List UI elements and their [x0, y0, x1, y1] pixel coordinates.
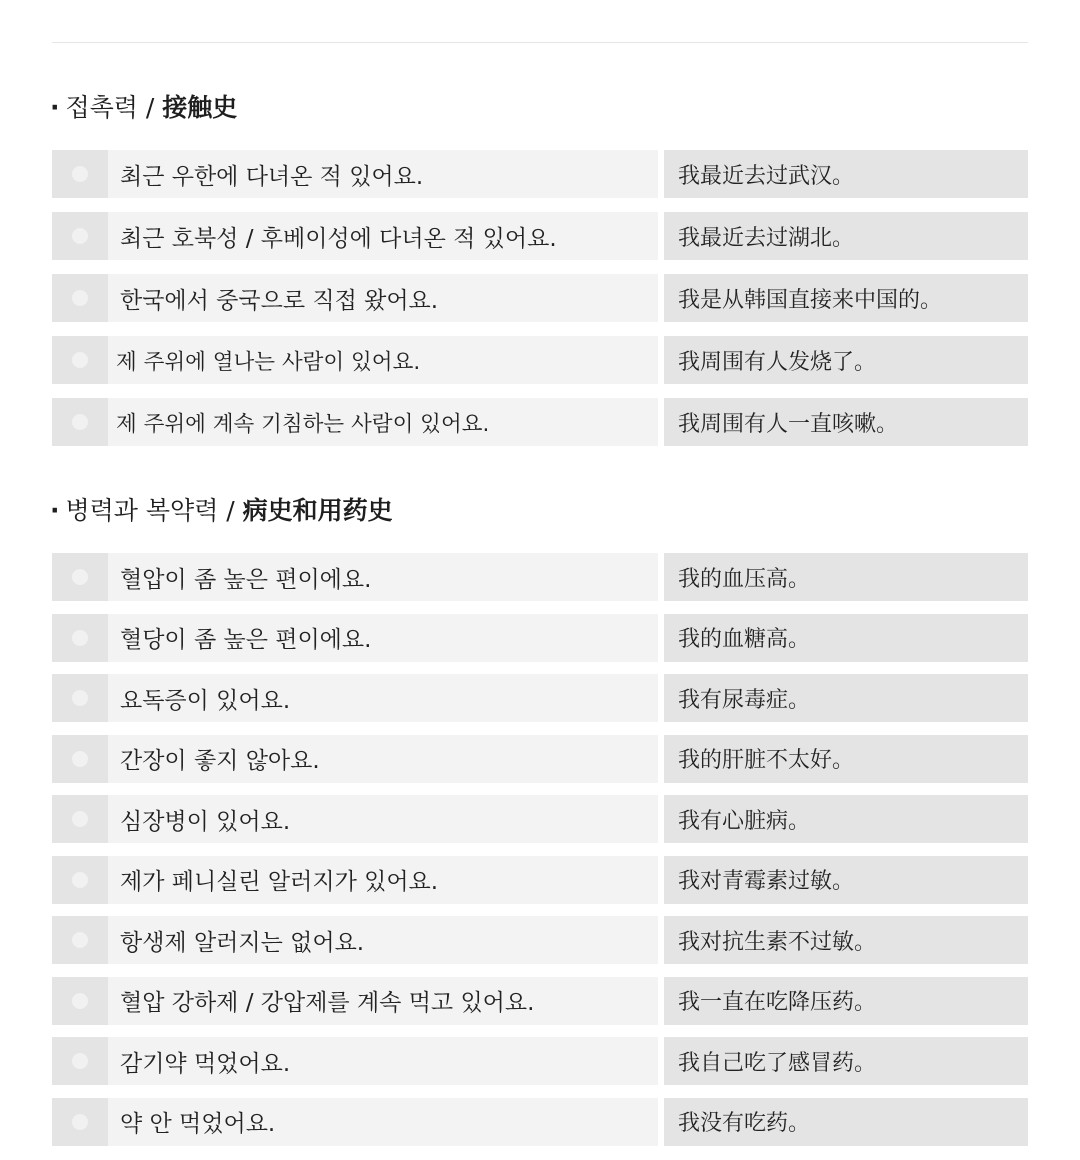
list-item[interactable]	[52, 795, 1028, 843]
korean-phrase: 제 주위에 계속 기침하는 사람이 있어요.	[108, 398, 658, 446]
chinese-phrase: 我周围有人一直咳嗽。	[664, 398, 1028, 446]
radio-cell[interactable]	[52, 614, 108, 662]
list-item[interactable]	[52, 977, 1028, 1025]
radio-cell[interactable]	[52, 674, 108, 722]
radio-cell[interactable]	[52, 212, 108, 260]
list-item[interactable]	[52, 150, 1028, 198]
chinese-phrase: 我没有吃药。	[664, 1098, 1028, 1146]
radio-button[interactable]	[72, 1053, 88, 1069]
list-item[interactable]	[52, 1037, 1028, 1085]
radio-button[interactable]	[72, 166, 88, 182]
korean-phrase: 심장병이 있어요.	[108, 795, 658, 843]
medical-history-list	[52, 553, 1028, 1158]
radio-button[interactable]	[72, 290, 88, 306]
korean-phrase: 혈당이 좀 높은 편이에요.	[108, 614, 658, 662]
list-item[interactable]	[52, 856, 1028, 904]
chinese-phrase: 我周围有人发烧了。	[664, 336, 1028, 384]
radio-button[interactable]	[72, 690, 88, 706]
section-title-medical-history	[50, 493, 393, 529]
list-item[interactable]	[52, 674, 1028, 722]
radio-button[interactable]	[72, 751, 88, 767]
korean-phrase: 한국에서 중국으로 직접 왔어요.	[108, 274, 658, 322]
contact-history-list	[52, 150, 1028, 460]
section-title-ko: 병력과 복약력 /	[65, 496, 235, 525]
list-item[interactable]	[52, 735, 1028, 783]
radio-cell[interactable]	[52, 336, 108, 384]
chinese-phrase: 我有心脏病。	[664, 795, 1028, 843]
radio-cell[interactable]	[52, 977, 108, 1025]
chinese-phrase: 我的血糖高。	[664, 614, 1028, 662]
section-title-zh: 病史和用药史	[242, 496, 393, 525]
bullet-icon: ·	[50, 496, 60, 525]
section-title-zh: 接触史	[162, 93, 238, 122]
chinese-phrase: 我对青霉素过敏。	[664, 856, 1028, 904]
korean-phrase: 혈압 강하제 / 강압제를 계속 먹고 있어요.	[108, 977, 658, 1025]
radio-cell[interactable]	[52, 916, 108, 964]
korean-phrase: 항생제 알러지는 없어요.	[108, 916, 658, 964]
chinese-phrase: 我最近去过湖北。	[664, 212, 1028, 260]
top-divider	[52, 42, 1028, 43]
korean-phrase: 간장이 좋지 않아요.	[108, 735, 658, 783]
radio-cell[interactable]	[52, 1098, 108, 1146]
radio-cell[interactable]	[52, 553, 108, 601]
chinese-phrase: 我最近去过武汉。	[664, 150, 1028, 198]
list-item[interactable]	[52, 336, 1028, 384]
chinese-phrase: 我的肝脏不太好。	[664, 735, 1028, 783]
list-item[interactable]	[52, 398, 1028, 446]
radio-cell[interactable]	[52, 1037, 108, 1085]
list-item[interactable]	[52, 212, 1028, 260]
chinese-phrase: 我有尿毒症。	[664, 674, 1028, 722]
chinese-phrase: 我自己吃了感冒药。	[664, 1037, 1028, 1085]
radio-cell[interactable]	[52, 856, 108, 904]
list-item[interactable]	[52, 274, 1028, 322]
radio-button[interactable]	[72, 414, 88, 430]
section-title-contact-history	[50, 90, 237, 126]
chinese-phrase: 我是从韩国直接来中国的。	[664, 274, 1028, 322]
radio-button[interactable]	[72, 630, 88, 646]
chinese-phrase: 我一直在吃降压药。	[664, 977, 1028, 1025]
korean-phrase: 제 주위에 열나는 사람이 있어요.	[108, 336, 658, 384]
korean-phrase: 감기약 먹었어요.	[108, 1037, 658, 1085]
section-title-ko: 접촉력 /	[65, 93, 155, 122]
list-item[interactable]	[52, 916, 1028, 964]
radio-button[interactable]	[72, 993, 88, 1009]
korean-phrase: 제가 페니실린 알러지가 있어요.	[108, 856, 658, 904]
radio-cell[interactable]	[52, 795, 108, 843]
korean-phrase: 요독증이 있어요.	[108, 674, 658, 722]
korean-phrase: 최근 호북성 / 후베이성에 다녀온 적 있어요.	[108, 212, 658, 260]
bullet-icon: ·	[50, 93, 60, 122]
chinese-phrase: 我的血压高。	[664, 553, 1028, 601]
radio-button[interactable]	[72, 1114, 88, 1130]
radio-button[interactable]	[72, 569, 88, 585]
list-item[interactable]	[52, 553, 1028, 601]
radio-cell[interactable]	[52, 398, 108, 446]
korean-phrase: 최근 우한에 다녀온 적 있어요.	[108, 150, 658, 198]
list-item[interactable]	[52, 1098, 1028, 1146]
radio-button[interactable]	[72, 872, 88, 888]
radio-button[interactable]	[72, 352, 88, 368]
list-item[interactable]	[52, 614, 1028, 662]
radio-button[interactable]	[72, 811, 88, 827]
korean-phrase: 혈압이 좀 높은 편이에요.	[108, 553, 658, 601]
radio-cell[interactable]	[52, 735, 108, 783]
korean-phrase: 약 안 먹었어요.	[108, 1098, 658, 1146]
chinese-phrase: 我对抗生素不过敏。	[664, 916, 1028, 964]
radio-cell[interactable]	[52, 150, 108, 198]
radio-cell[interactable]	[52, 274, 108, 322]
radio-button[interactable]	[72, 228, 88, 244]
radio-button[interactable]	[72, 932, 88, 948]
